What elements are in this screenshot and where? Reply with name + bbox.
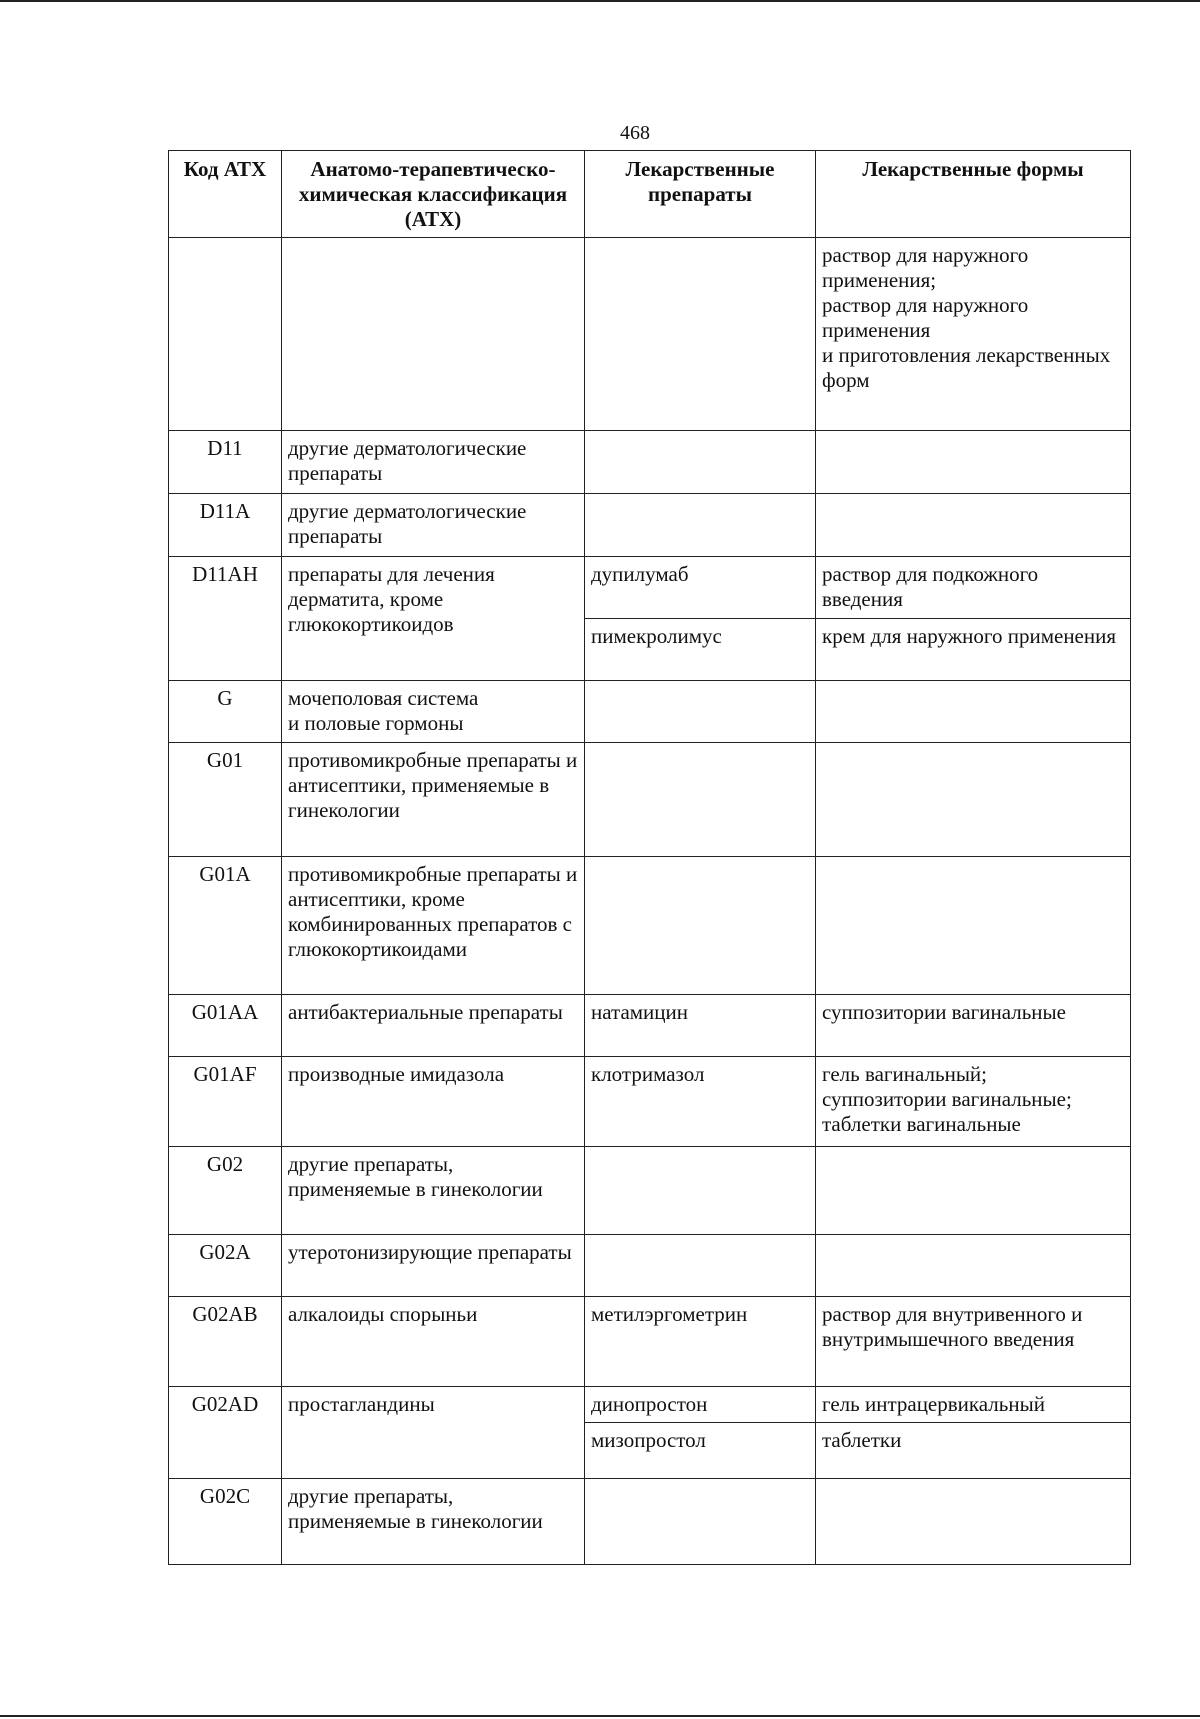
table-row [169, 743, 1131, 857]
name-text: мочеполовая система и половые гормоны [288, 686, 479, 735]
cell-form: раствор для внутривенного и внутримышечного введения [816, 1297, 1131, 1387]
cell-form [816, 1147, 1131, 1235]
header-classification: Анатомо-терапевтическо-химическая классификация (АТХ) [282, 151, 585, 238]
table-row [169, 431, 1131, 494]
table-row [169, 557, 1131, 619]
cell-drug [585, 431, 816, 494]
cell-drug [585, 238, 816, 431]
cell-name: другие препараты, применяемые в гинекологии [282, 1479, 585, 1565]
table-row [169, 681, 1131, 743]
cell-code: D11 [169, 431, 282, 494]
cell-code: D11AH [169, 557, 282, 681]
cell-code: G01AA [169, 995, 282, 1057]
cell-drug [585, 857, 816, 995]
cell-drug: клотримазол [585, 1057, 816, 1147]
table-row [169, 1387, 1131, 1423]
cell-code [169, 238, 282, 431]
cell-code: G02 [169, 1147, 282, 1235]
cell-form: крем для наружного применения [816, 619, 1131, 681]
cell-drug: метилэргометрин [585, 1297, 816, 1387]
cell-code: G02A [169, 1235, 282, 1297]
cell-form [816, 1235, 1131, 1297]
cell-form: раствор для подкожного введения [816, 557, 1131, 619]
cell-form [816, 857, 1131, 995]
cell-drug [585, 1147, 816, 1235]
cell-form [816, 494, 1131, 557]
cell-code: G01 [169, 743, 282, 857]
cell-form [816, 681, 1131, 743]
cell-name: противомикробные препараты и антисептики, кроме комбинированных препаратов с глюкокортикоидами [282, 857, 585, 995]
cell-drug: пимекролимус [585, 619, 816, 681]
cell-form [816, 431, 1131, 494]
cell-drug: дупилумаб [585, 557, 816, 619]
page-number: 468 [620, 122, 650, 144]
cell-code: G02AD [169, 1387, 282, 1479]
cell-form: таблетки [816, 1423, 1131, 1479]
table-row [169, 238, 1131, 431]
page-top-edge [0, 0, 1200, 2]
cell-name: утеротонизирующие препараты [282, 1235, 585, 1297]
table-row [169, 494, 1131, 557]
cell-drug: динопростон [585, 1387, 816, 1423]
cell-name: другие дерматологические препараты [282, 431, 585, 494]
atc-table [168, 150, 1131, 1565]
cell-name [282, 681, 585, 743]
header-drugs: Лекарственные препараты [585, 151, 816, 238]
cell-name: другие дерматологические препараты [282, 494, 585, 557]
cell-drug [585, 494, 816, 557]
form-text: гель вагинальный; суппозитории вагинальные; таблетки вагинальные [822, 1062, 1072, 1136]
cell-code: D11A [169, 494, 282, 557]
cell-drug: натамицин [585, 995, 816, 1057]
cell-name: простагландины [282, 1387, 585, 1479]
cell-drug [585, 1479, 816, 1565]
cell-name: алкалоиды спорыньи [282, 1297, 585, 1387]
table-header-row [169, 151, 1131, 238]
cell-drug: мизопростол [585, 1423, 816, 1479]
header-forms: Лекарственные формы [816, 151, 1131, 238]
table-row [169, 1479, 1131, 1565]
cell-drug [585, 743, 816, 857]
table-row [169, 1297, 1131, 1387]
cell-form: суппозитории вагинальные [816, 995, 1131, 1057]
cell-code: G [169, 681, 282, 743]
cell-form [816, 1057, 1131, 1147]
cell-form [816, 743, 1131, 857]
cell-form [816, 1479, 1131, 1565]
cell-name: противомикробные препараты и антисептики, применяемые в гинекологии [282, 743, 585, 857]
cell-code: G01AF [169, 1057, 282, 1147]
table-row [169, 857, 1131, 995]
cell-code: G02C [169, 1479, 282, 1565]
cell-name: другие препараты, применяемые в гинекологии [282, 1147, 585, 1235]
table-row [169, 1235, 1131, 1297]
cell-form [816, 238, 1131, 431]
cell-code: G02AB [169, 1297, 282, 1387]
cell-name: антибактериальные препараты [282, 995, 585, 1057]
table-row [169, 1057, 1131, 1147]
cell-name [282, 238, 585, 431]
form-text: раствор для наружного применения; раствор для наружного применения и приготовления лекарственных форм [822, 243, 1111, 392]
cell-drug [585, 1235, 816, 1297]
cell-code: G01A [169, 857, 282, 995]
cell-form: гель интрацервикальный [816, 1387, 1131, 1423]
cell-name: производные имидазола [282, 1057, 585, 1147]
header-code: Код АТХ [169, 151, 282, 238]
cell-drug [585, 681, 816, 743]
table-row [169, 1147, 1131, 1235]
cell-name: препараты для лечения дерматита, кроме глюкокортикоидов [282, 557, 585, 681]
page-bottom-edge [0, 1715, 1200, 1717]
table-row [169, 995, 1131, 1057]
